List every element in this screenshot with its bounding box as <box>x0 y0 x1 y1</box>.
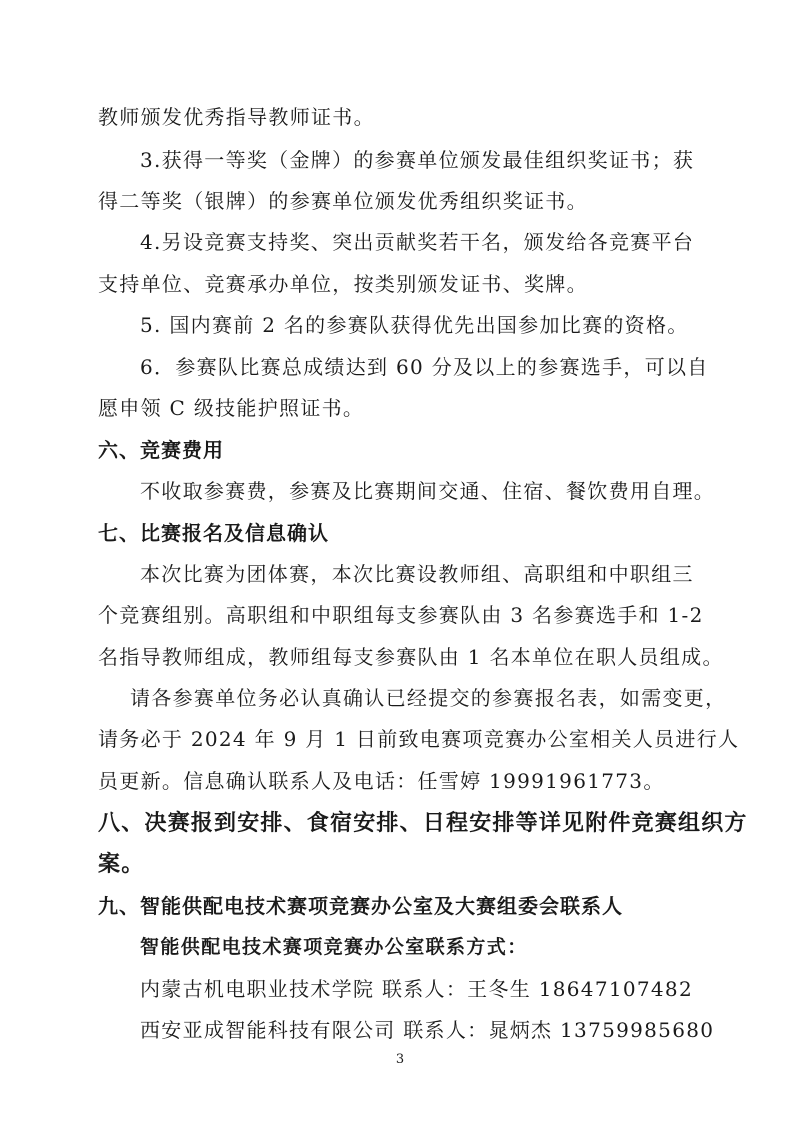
paragraph-award-4-line2: 支持单位、竞赛承办单位，按类别颁发证书、奖牌。 <box>98 272 588 296</box>
section-7-heading: 七、比赛报名及信息确认 <box>98 521 329 545</box>
contact-row: 西安亚成智能科技有限公司 联系人：晁炳杰 13759985680 <box>140 1018 715 1042</box>
paragraph-award-6-line2: 愿申领 C 级技能护照证书。 <box>98 396 365 420</box>
section-7-p1-line3: 名指导教师组成，教师组每支参赛队由 1 名本单位在职人员组成。 <box>98 645 724 669</box>
paragraph-award-3-line1: 3.获得一等奖（金牌）的参赛单位颁发最佳组织奖证书；获 <box>140 148 695 172</box>
section-7-p2-line1: 请各参赛单位务必认真确认已经提交的参赛报名表，如需变更， <box>130 686 727 710</box>
paragraph-award-4-line1: 4.另设竞赛支持奖、突出贡献奖若干名，颁发给各竞赛平台 <box>140 230 695 254</box>
paragraph-award-6-line1: 6．参赛队比赛总成绩达到 60 分及以上的参赛选手，可以自 <box>140 355 709 379</box>
section-7-p1-line2: 个竞赛组别。高职组和中职组每支参赛队由 3 名参赛选手和 1-2 <box>98 603 704 627</box>
paragraph-award-5: 5. 国内赛前 2 名的参赛队获得优先出国参加比赛的资格。 <box>140 313 689 337</box>
section-8-heading-line2: 案。 <box>98 852 145 877</box>
section-9-heading: 九、智能供配电技术赛项竞赛办公室及大赛组委会联系人 <box>98 894 623 918</box>
section-7-p2-line2: 请务必于 2024 年 9 月 1 日前致电赛项竞赛办公室相关人员进行人 <box>98 727 740 751</box>
section-6-body: 不收取参赛费，参赛及比赛期间交通、住宿、餐饮费用自理。 <box>140 479 716 503</box>
paragraph-award-3-line2: 得二等奖（银牌）的参赛单位颁发优秀组织奖证书。 <box>98 189 588 213</box>
section-8-heading-line1: 八、决赛报到安排、食宿安排、日程安排等详见附件竞赛组织方 <box>98 811 748 836</box>
section-7-p1-line1: 本次比赛为团体赛，本次比赛设教师组、高职组和中职组三 <box>140 562 694 586</box>
section-6-heading: 六、竞赛费用 <box>98 438 224 462</box>
contact-row: 内蒙古机电职业技术学院 联系人：王冬生 18647107482 <box>140 977 693 1001</box>
paragraph-award-teacher-cont: 教师颁发优秀指导教师证书。 <box>98 105 375 129</box>
page-number: 3 <box>395 1052 405 1067</box>
section-7-p2-line3: 员更新。信息确认联系人及电话：任雪婷 19991961773。 <box>98 769 665 793</box>
contact-office-title: 智能供配电技术赛项竞赛办公室联系方式： <box>140 936 528 958</box>
